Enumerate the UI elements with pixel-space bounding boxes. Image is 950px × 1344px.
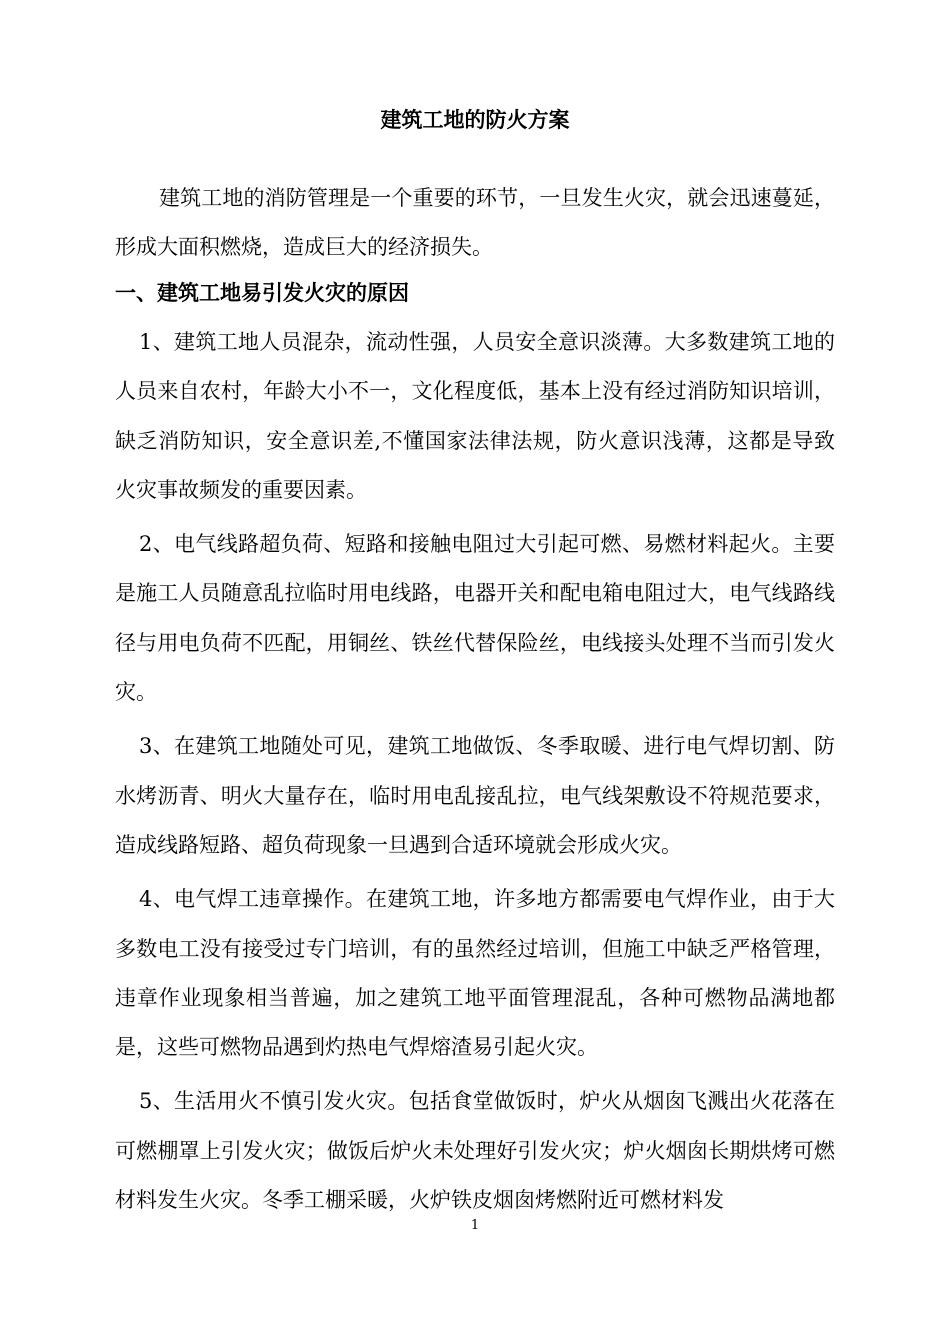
cause-list [115,318,835,1230]
page-number: 1 [470,1218,480,1233]
document-title: 建筑工地的防火方案 [380,107,570,132]
section-heading: 一、建筑工地易引发火灾的原因 [115,280,409,305]
cause-item-2: 2、电气线路超负荷、短路和接触电阻过大引起可燃、易燃材料起火。主要是施工人员随意乱拉临时用电线路，电器开关和配电箱电阻过大，电气线路线径与用电负荷不匹配，用铜丝、铁丝代替保险丝，电线接头处理不当而引发火灾。 [115,532,835,705]
cause-item-4: 4、电气焊工违章操作。在建筑工地，许多地方都需要电气焊作业，由于大多数电工没有接受过专门培训，有的虽然经过培训，但施工中缺乏严格管理，违章作业现象相当普遍，加之建筑工地平面管理混乱，各种可燃物品满地都是，这些可燃物品遇到灼热电气焊熔渣易引起火灾。 [115,887,835,1060]
cause-item-1: 1、建筑工地人员混杂，流动性强，人员安全意识淡薄。大多数建筑工地的人员来自农村，年龄大小不一，文化程度低，基本上没有经过消防知识培训，缺乏消防知识，安全意识差,不懂国家法律法规，防火意识浅薄，这都是导致火灾事故频发的重要因素。 [115,330,835,502]
cause-item-3: 3、在建筑工地随处可见，建筑工地做饭、冬季取暖、进行电气焊切割、防水烤沥青、明火大量存在，临时用电乱接乱拉，电气线架敷设不符规范要求，造成线路短路、超负荷现象一旦遇到合适环境就会形成火灾。 [115,734,835,857]
intro-paragraph: 建筑工地的消防管理是一个重要的环节，一旦发生火灾，就会迅速蔓延，形成大面积燃烧，造成巨大的经济损失。 [115,186,835,259]
cause-item-5: 5、生活用火不慎引发火灾。包括食堂做饭时，炉火从烟囱飞溅出火花落在可燃棚罩上引发火灾；做饭后炉火未处理好引发火灾；炉火烟囱长期烘烤可燃材料发生火灾。冬季工棚采暖，火炉铁皮烟囱烤燃附近可燃材料发 [115,1089,835,1213]
